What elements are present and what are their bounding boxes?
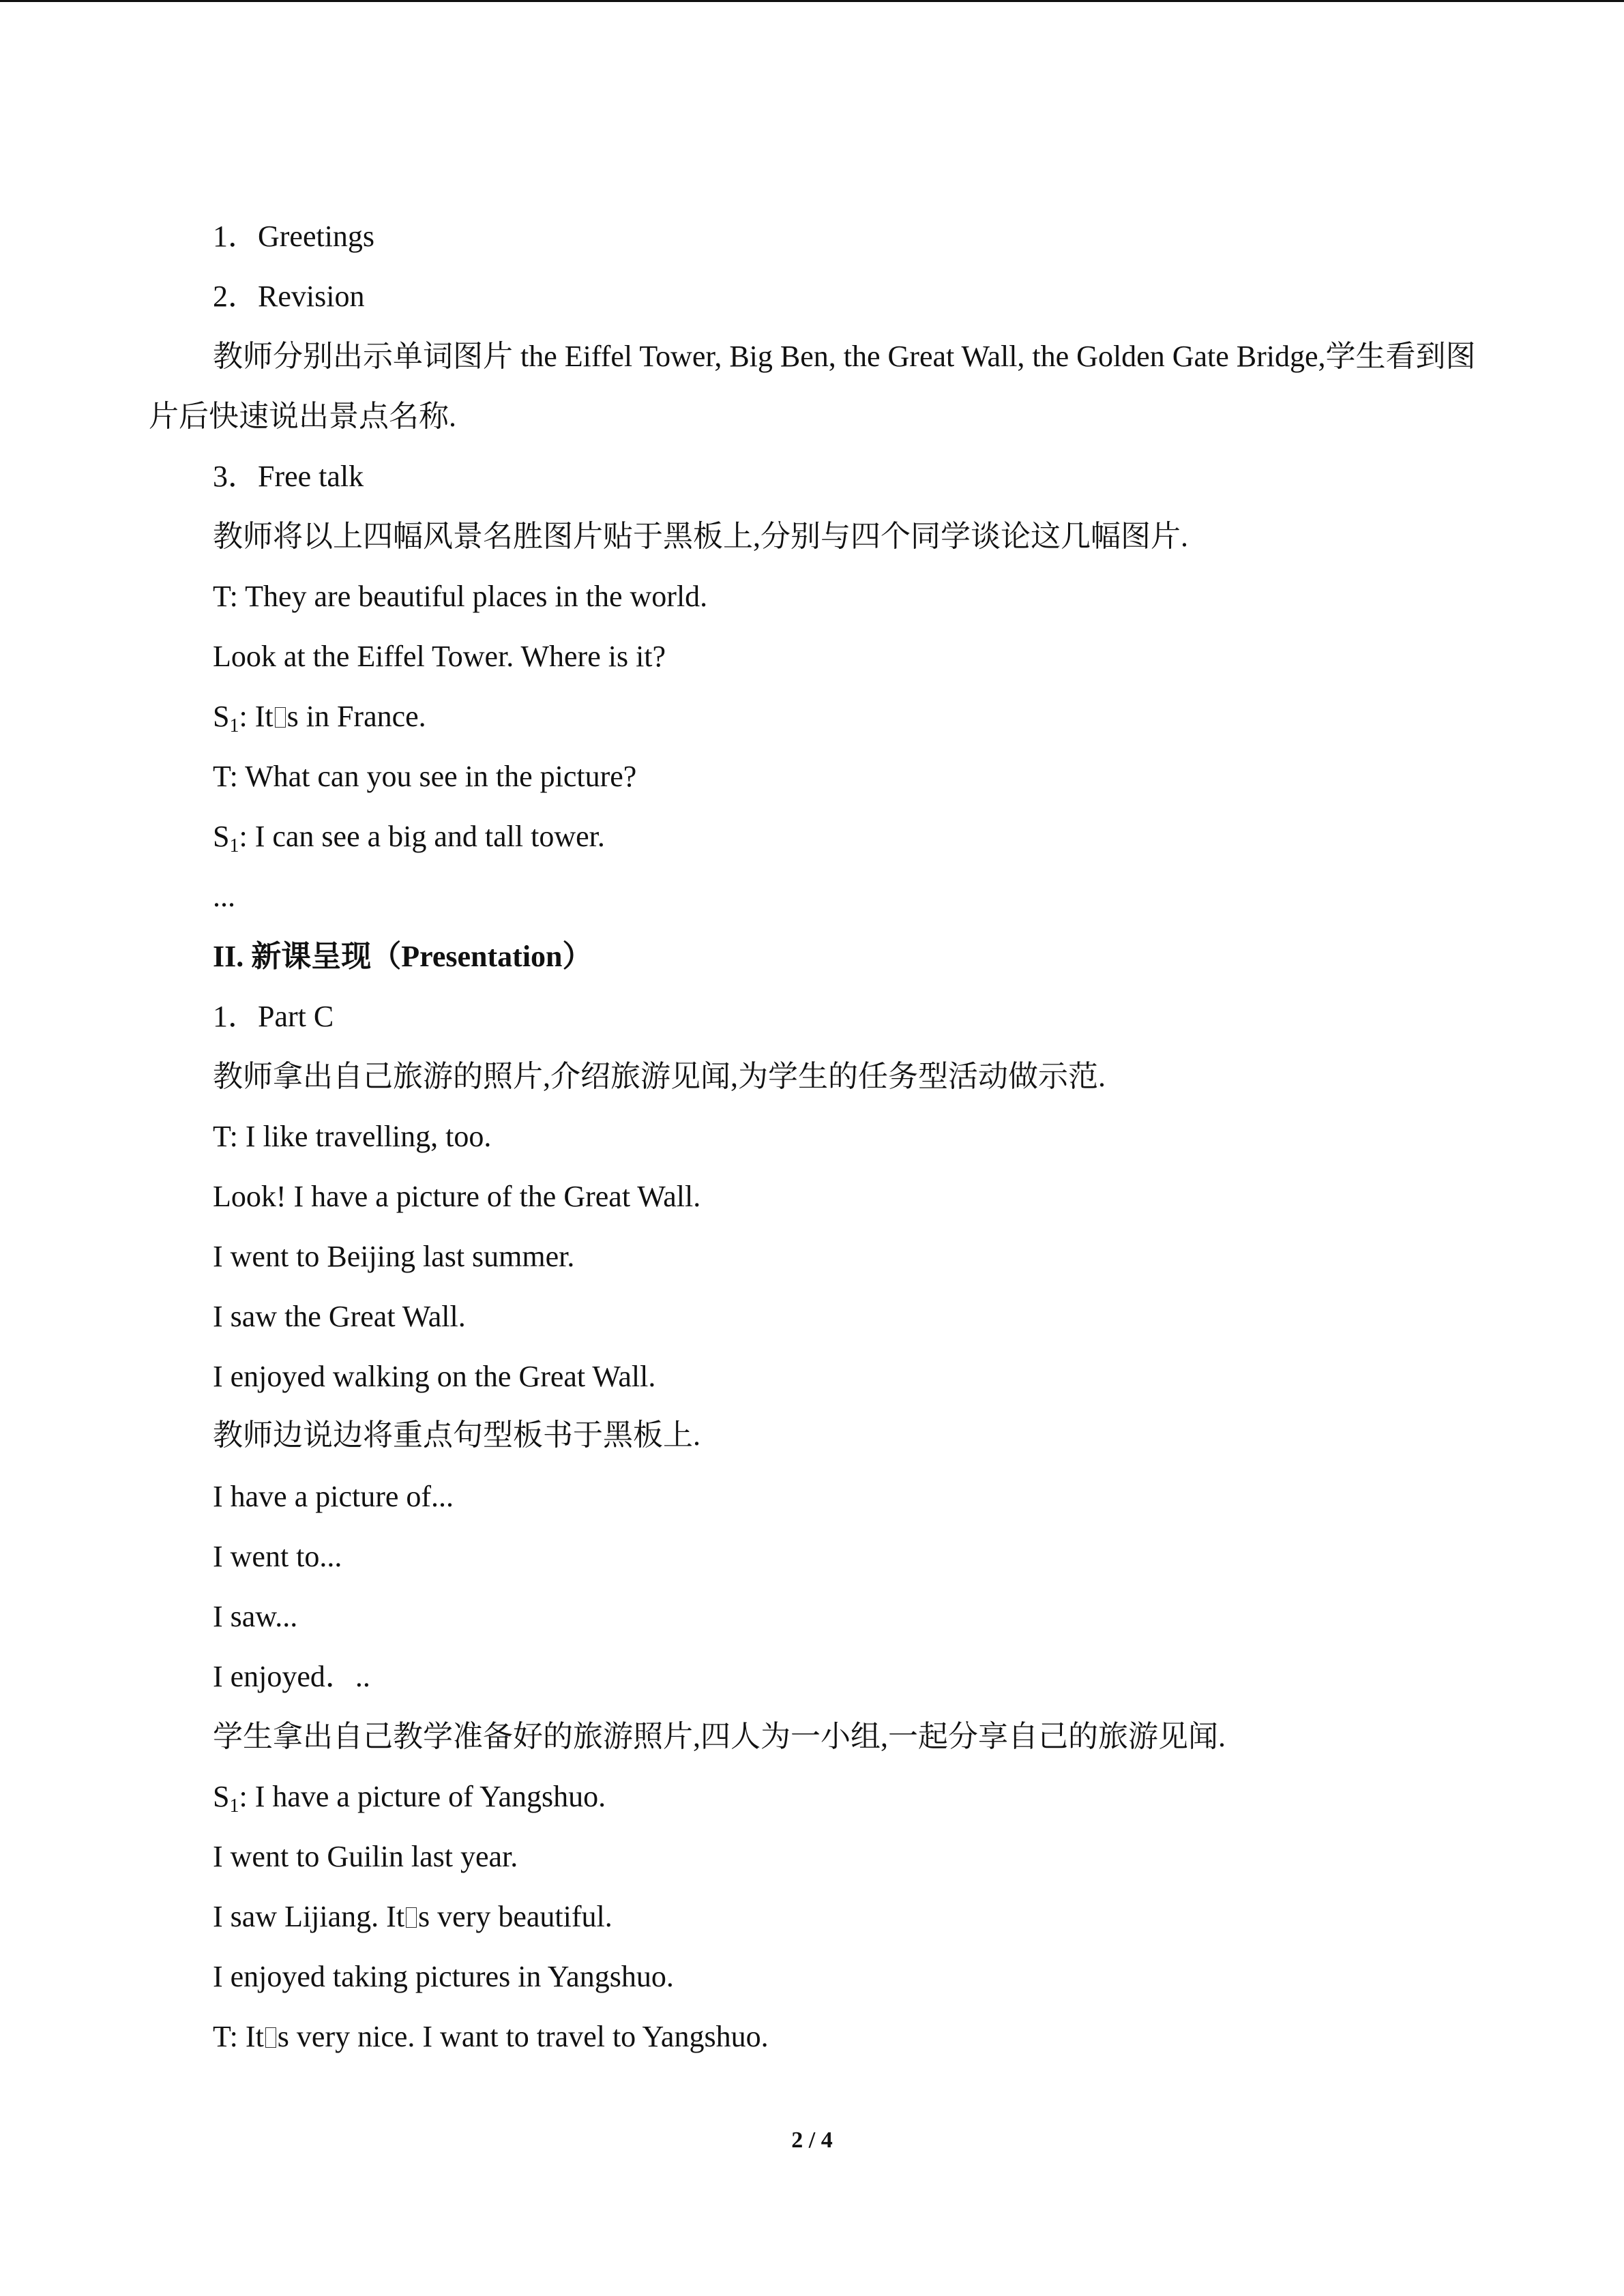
text-line: 学生拿出自己教学准备好的旅游照片,四人为一小组,一起分享自己的旅游见闻.: [213, 1720, 1226, 1753]
text-line: T: I like travelling, too.: [213, 1120, 492, 1153]
text-line: 教师边说边将重点句型板书于黑板上.: [213, 1418, 700, 1452]
missing-glyph-box: [275, 707, 286, 728]
text-segment: s very nice. I want to travel to Yangshuo.: [277, 2020, 769, 2053]
missing-glyph-box: [406, 1907, 417, 1928]
text-line: I went to Beijing last summer.: [213, 1240, 575, 1273]
speaker-label: S: [213, 820, 230, 853]
dialogue-line: [213, 807, 1478, 876]
speaker-subscript: 1: [229, 1795, 239, 1817]
text-segment: T: It: [213, 2020, 264, 2053]
dialogue-line: [213, 1767, 1478, 1836]
text-segment: : It: [239, 700, 274, 733]
text-segment: : I have a picture of Yangshuo.: [239, 1780, 606, 1813]
text-segment: s in France.: [286, 700, 426, 733]
text-line: I have a picture of...: [213, 1480, 454, 1513]
page-number: 2 / 4: [791, 2128, 833, 2153]
text-line: 教师拿出自己旅游的照片,介绍旅游见闻,为学生的任务型活动做示范.: [213, 1060, 1106, 1093]
text-line: I saw...: [213, 1600, 298, 1633]
dialogue-line: [213, 2007, 1478, 2067]
text-line: I enjoyed．..: [213, 1660, 370, 1693]
dialogue-line: [213, 1887, 1478, 1947]
speaker-subscript: 1: [229, 715, 239, 736]
text-line: I went to Guilin last year.: [213, 1840, 518, 1873]
top-border-line: [0, 0, 1624, 2]
text-line: Look at the Eiffel Tower. Where is it?: [213, 640, 666, 673]
text-line: I enjoyed taking pictures in Yangshuo.: [213, 1960, 674, 1993]
text-line: T: What can you see in the picture?: [213, 760, 637, 793]
text-line: 3．Free talk: [213, 460, 364, 493]
text-line: ...: [213, 880, 235, 913]
speaker-label: S: [213, 700, 230, 733]
text-line: Look! I have a picture of the Great Wall.: [213, 1180, 701, 1213]
speaker-subscript: 1: [229, 835, 239, 856]
text-line: I went to...: [213, 1540, 342, 1573]
text-line: 教师将以上四幅风景名胜图片贴于黑板上,分别与四个同学谈论这几幅图片.: [213, 520, 1188, 553]
missing-glyph-box: [265, 2027, 276, 2048]
text-line: 2．Revision: [213, 280, 365, 313]
text-segment: I saw Lijiang. It: [213, 1900, 405, 1933]
text-paragraph: 教师分别出示单词图片 the Eiffel Tower, Big Ben, the Great Wall, the Golden Gate Bridge,学生看到图片后快速说出景点名称.: [149, 340, 1476, 433]
text-segment: s very beautiful.: [418, 1900, 612, 1933]
section-heading: II. 新课呈现（Presentation）: [213, 940, 593, 973]
speaker-label: S: [213, 1780, 230, 1813]
text-line: T: They are beautiful places in the world.: [213, 580, 708, 613]
text-line: I enjoyed walking on the Great Wall.: [213, 1360, 656, 1393]
text-line: I saw the Great Wall.: [213, 1300, 466, 1333]
text-line: 1．Greetings: [213, 220, 375, 253]
text-segment: : I can see a big and tall tower.: [239, 820, 605, 853]
dialogue-line: [213, 687, 1478, 756]
text-line: 1．Part C: [213, 1000, 334, 1033]
